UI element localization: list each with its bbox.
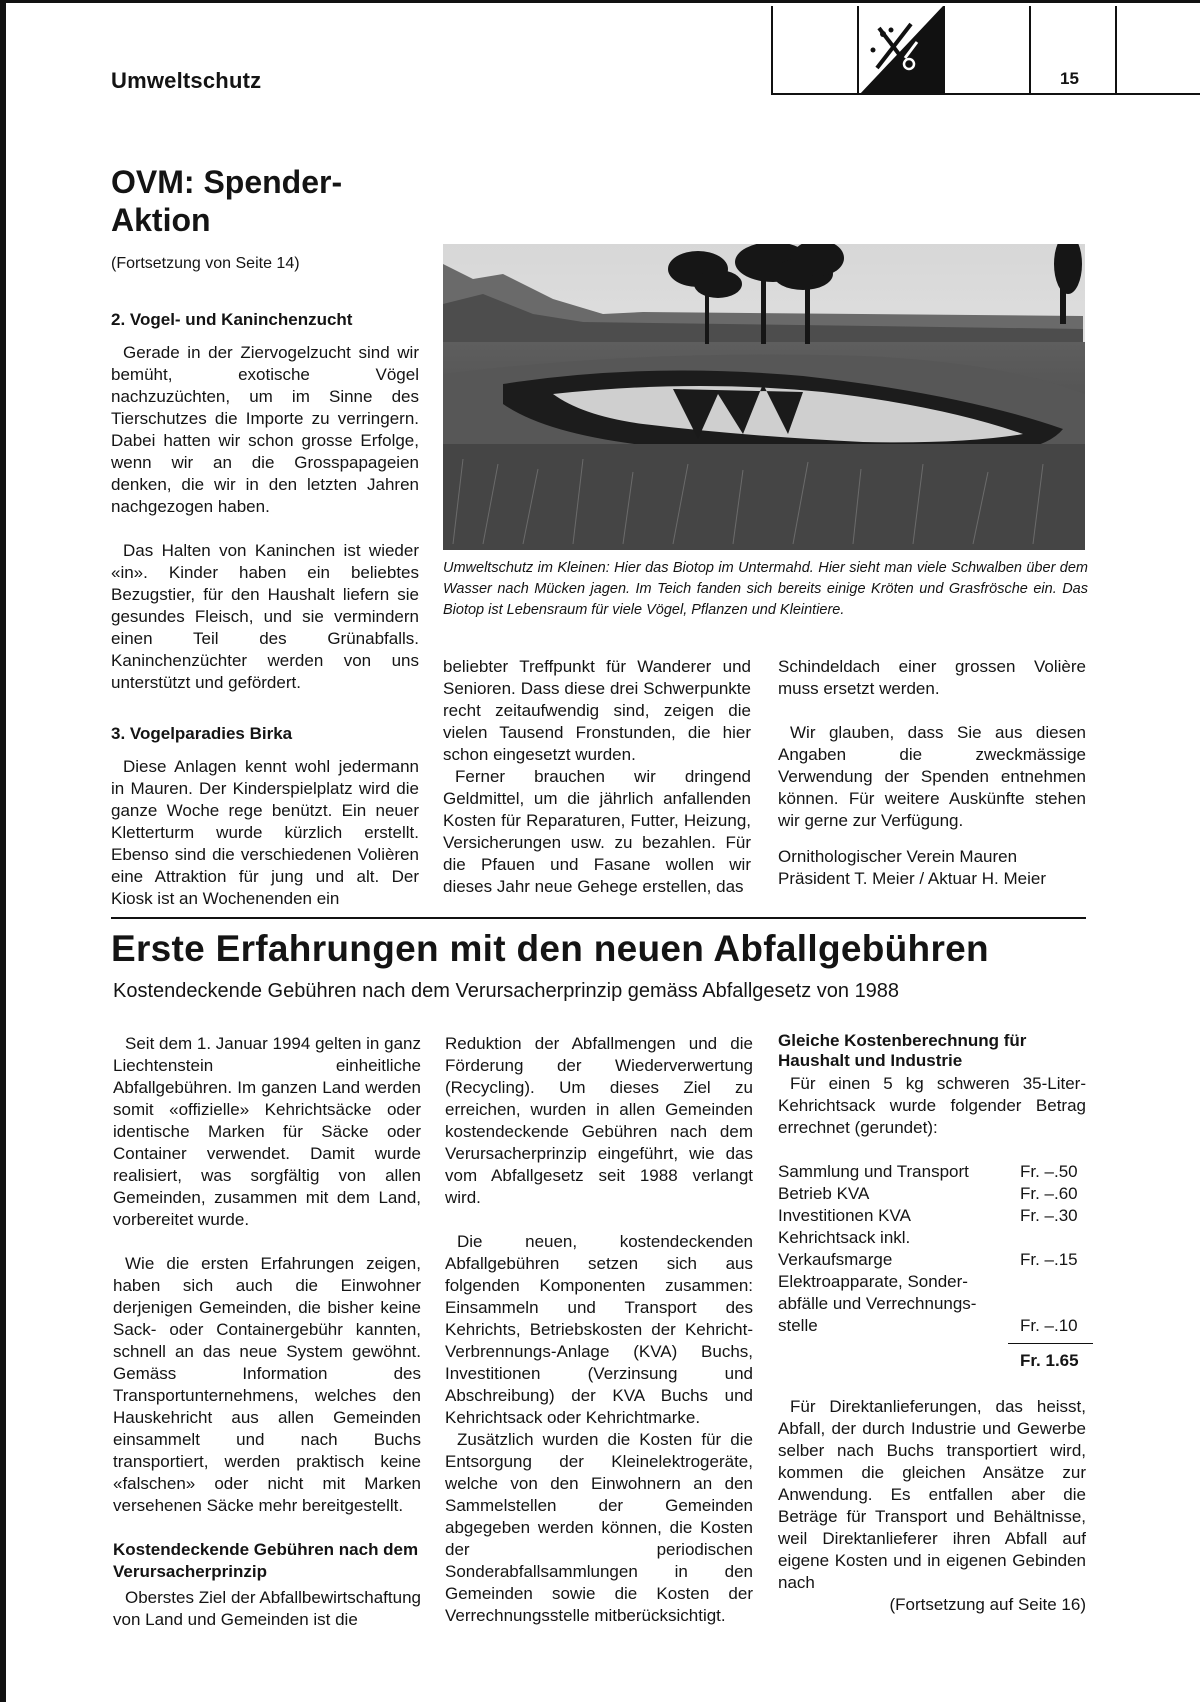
cost-total: Fr. 1.65 <box>1020 1351 1079 1370</box>
birds-tools-logo-icon <box>859 6 943 95</box>
header-grid <box>771 6 1200 95</box>
article2-title: Erste Erfahrungen mit den neuen Abfallgebühren <box>111 928 989 969</box>
article2-col2-paragraph-2: Die neuen, kostendeckenden Abfallgebühren setzen sich aus folgenden Komponenten zusammen: Einsammeln und Transport des Kehrichts, Betriebskosten der Kehricht-Verbrennungs-Anlage (KVA) Buchs, Investitionen (Verzinsung und Abschreibung) der KVA Buchs und Kehrichtsack oder Kehrichtmarke. <box>445 1232 753 1427</box>
cost-row: Betrieb KVA Fr. –.60 <box>778 1184 1078 1203</box>
section2-paragraph-1: Gerade in der Ziervogelzucht sind wir bemüht, exotische Vögel nachzuzüchten, um im Sinne des Tierschutzes die Importe zu verringern. Dabei hatten wir schon grosse Erfolge, wenn wir an die Grosspapageien denken, die wir in den letzten Jahren nachgezogen haben. <box>111 343 419 516</box>
biotope-photo <box>443 244 1085 550</box>
cost-row: Sammlung und Transport Fr. –.50 <box>778 1162 1078 1181</box>
article2-column-3 <box>778 1031 1086 1616</box>
top-border <box>0 0 1200 3</box>
cost-row: Verkaufsmarge Fr. –.15 <box>778 1250 1078 1269</box>
cost-row: stelle Fr. –.10 <box>778 1316 1078 1335</box>
article2-col3-heading: Gleiche Kostenberechnung für Haushalt und Industrie <box>778 1031 1027 1070</box>
cost-total-row <box>778 1350 1086 1372</box>
section-label: Umweltschutz <box>111 68 262 93</box>
article2-col3-paragraph-1: Für einen 5 kg schweren 35-Liter-Kehrichtsack wurde folgender Betrag errechnet (gerundet): <box>778 1074 1086 1137</box>
article-divider <box>111 917 1086 919</box>
article2-col1-heading: Kostendeckende Gebühren nach dem Verursacherprinzip <box>113 1540 419 1581</box>
left-border <box>0 0 6 1702</box>
article2-col1-paragraph-2: Wie die ersten Erfahrungen zeigen, haben sich auch die Einwohner derjenigen Gemeinden, die bisher keine Sack- oder Containergebühr kannten, schnell an das neue System gewöhnt. Gemäss Information des Transportunternehmens, welches den Hauskehricht aus allen Gemeinden einsammelt und nach Buchs transportiert, werden praktisch keine «falschen» oder nicht mit Marken versehenen Säcke mehr bereitgestellt. <box>113 1254 421 1515</box>
section2-heading: 2. Vogel- und Kaninchenzucht <box>111 310 353 329</box>
article2-column-1 <box>113 1033 421 1631</box>
photo-caption: Umweltschutz im Kleinen: Hier das Biotop im Untermahd. Hier sieht man viele Schwalben über dem Wasser nach Mücken jagen. Im Teich fanden sich bereits einige Kröten und Grasfrösche ein. Das Biotop ist Lebensraum für viele Vögel, Pflanzen und Kleintiere. <box>443 560 1088 618</box>
article1-col3-paragraph-2: Wir glauben, dass Sie aus diesen Angaben die zweckmässige Verwendung der Spenden entnehmen können. Für weitere Auskünfte stehen wir gerne zur Verfügung. <box>778 723 1086 830</box>
continued-from: (Fortsetzung von Seite 14) <box>111 255 300 272</box>
cost-total-rule <box>1008 1343 1093 1344</box>
cost-table <box>778 1161 1086 1372</box>
section2-paragraph-2: Das Halten von Kaninchen ist wieder «in». Kinder haben ein beliebtes Bezugstier, für den Haushalt liefern sie gesundes Fleisch, und sie vermindern einen Teil des Grünabfalls. Kaninchenzüchter werden von uns unterstützt und gefördert. <box>111 541 419 692</box>
cost-row: Elektroapparate, Sonder- <box>778 1272 968 1291</box>
article2-col2-paragraph-3: Zusätzlich wurden die Kosten für die Entsorgung der Kleinelektrogeräte, welche von den Einwohnern an den Sammelstellen der Gemeinden abgegeben werden können, die Kosten der periodischen Sonderabfallsammlungen in den Gemeinden sowie die Kosten der Verrechnungsstelle mitberücksichtigt. <box>445 1430 753 1625</box>
article2-col3-paragraph-2: Für Direktanlieferungen, das heisst, Abfall, der durch Industrie und Gewerbe selber nach Buchs transportiert wird, kommen die gleichen Ansätze zur Anwendung. Es entfallen aber die Beträge für Transport und Behältnisse, weil Direktanlieferer ihren Abfall auf eigene Kosten und in eigenen Gebinden nach <box>778 1397 1086 1592</box>
signature-line-1: Ornithologischer Verein Mauren <box>778 847 1018 866</box>
logo-cell <box>857 6 945 95</box>
cost-row: abfälle und Verrechnungs- <box>778 1294 977 1313</box>
article2-subtitle: Kostendeckende Gebühren nach dem Verursacherprinzip gemäss Abfallgesetz von 1988 <box>113 980 900 1002</box>
article1-column-1 <box>111 310 419 910</box>
article2-col1-paragraph-3: Oberstes Ziel der Abfallbewirtschaftung von Land und Gemeinden ist die <box>113 1588 421 1629</box>
cost-row: Investitionen KVA Fr. –.30 <box>778 1206 1078 1225</box>
article1-title: OVM: Spender-Aktion <box>111 164 343 238</box>
article1-column-3 <box>778 656 1086 890</box>
article1-col3-paragraph-1: Schindeldach einer grossen Volière muss ersetzt werden. <box>778 657 1086 698</box>
article1-col2-paragraph-2: Ferner brauchen wir dringend Geldmittel, um die jährlich anfallenden Kosten für Reparaturen, Futter, Heizung, Versicherungen usw. zu bezahlen. Für die Pfauen und Fasane wollen wir dieses Jahr neue Gehege erstellen, das <box>443 767 751 896</box>
article2-col2-paragraph-1: Reduktion der Abfallmengen und die Förderung der Wiederverwertung (Recycling). Um dieses Ziel zu erreichen, wurden in allen Gemeinden kostendeckende Gebühren nach dem Verursacherprinzip eingeführt, wie das vom Abfallgesetz seit 1988 verlangt wird. <box>445 1034 753 1207</box>
article1-column-2 <box>443 656 751 898</box>
page-number: 15 <box>1060 69 1079 88</box>
article2-col1-paragraph-1: Seit dem 1. Januar 1994 gelten in ganz Liechtenstein einheitliche Abfallgebühren. Im ganzen Land werden somit «offizielle» Kehrichtsäcke oder identische Marken für Säcke oder Container verwendet. Damit wurde realisiert, was sorgfältig von allen Gemeinden, zusammen mit dem Land, vorbereitet wurde. <box>113 1034 421 1229</box>
article1-col2-paragraph-1: beliebter Treffpunkt für Wanderer und Senioren. Dass diese drei Schwerpunkte recht zeitaufwendig sind, zeigen die vielen Tausend Fronstunden, die hier schon eingesetzt wurden. <box>443 657 751 764</box>
article2-column-2 <box>445 1033 753 1627</box>
continued-to: (Fortsetzung auf Seite 16) <box>889 1595 1086 1614</box>
signature-line-2: Präsident T. Meier / Aktuar H. Meier <box>778 869 1047 888</box>
section3-heading: 3. Vogelparadies Birka <box>111 724 293 743</box>
section3-paragraph-1: Diese Anlagen kennt wohl jedermann in Mauren. Der Kinderspielplatz wird die ganze Woche rege benützt. Ein neuer Kletterturm wurde kürzlich erstellt. Ebenso sind die verschiedenen Volièren eine Attraktion für jung und alt. Der Kiosk ist an Wochenenden ein <box>111 757 419 908</box>
cost-row: Kehrichtsack inkl. <box>778 1228 911 1247</box>
